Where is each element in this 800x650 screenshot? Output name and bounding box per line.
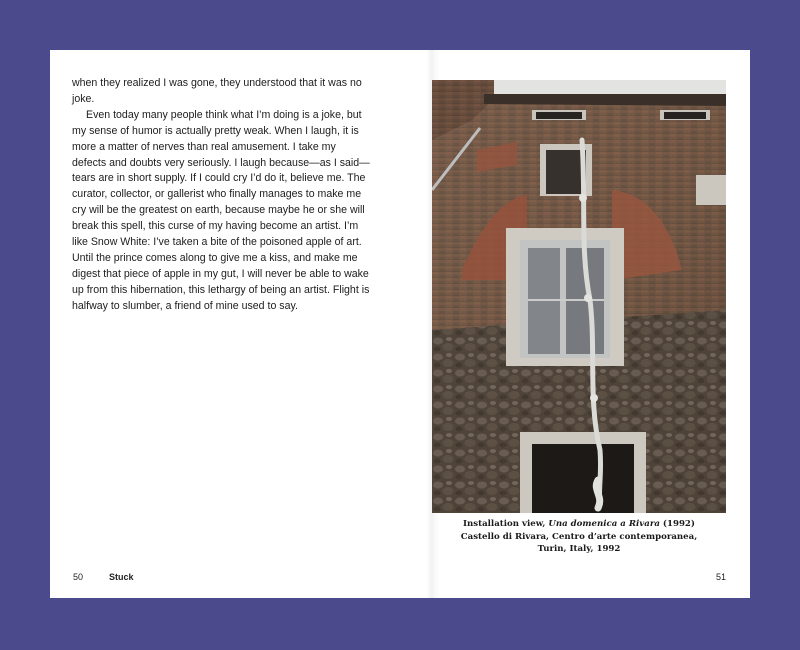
installation-photo [432, 80, 726, 513]
left-page [50, 50, 430, 598]
page-number-right: 51 [716, 572, 727, 582]
right-page [430, 50, 750, 598]
caption-line-1 [432, 518, 726, 531]
caption-prefix: Installation view, [463, 519, 549, 529]
body-text [72, 76, 372, 315]
photo-caption [432, 518, 726, 556]
caption-year: (1992) [659, 519, 695, 529]
paragraph-2: Even today many people think what I’m doing is a joke, but my sense of humor is actually pretty weak. When I laugh, it is more a matter of nerves than real amusement. I take my defects and doubts very seriously. I laugh because—as I said—tears are in short supply. If I could cry I’d do it, believe me. The curator, collector, or gallerist who finally manages to make me cry will be the greatest on earth, because maybe he or she will break this spell, this curse of my having become an artist. I’m like Snow White: I’ve taken a bite of the poisoned apple of art. Until the prince comes along to give me a kiss, and make me digest that piece of apple in my gut, I will never be able to wake up from this hibernation, this lethargy of being an artist. Flight is halfway to slumber, a friend of mine used to say. [72, 108, 370, 312]
page-number-left: 50 [73, 572, 84, 582]
running-head: Stuck [109, 572, 134, 582]
caption-artwork-title: Una domenica a Rivara [548, 519, 660, 529]
book-spread [50, 50, 750, 598]
paragraph-1: when they realized I was gone, they understood that it was no joke. [72, 77, 362, 105]
caption-line-2: Castello di Rivara, Centro d’arte contemporanea, [460, 531, 698, 542]
caption-line-3: Turin, Italy, 1992 [537, 544, 621, 555]
